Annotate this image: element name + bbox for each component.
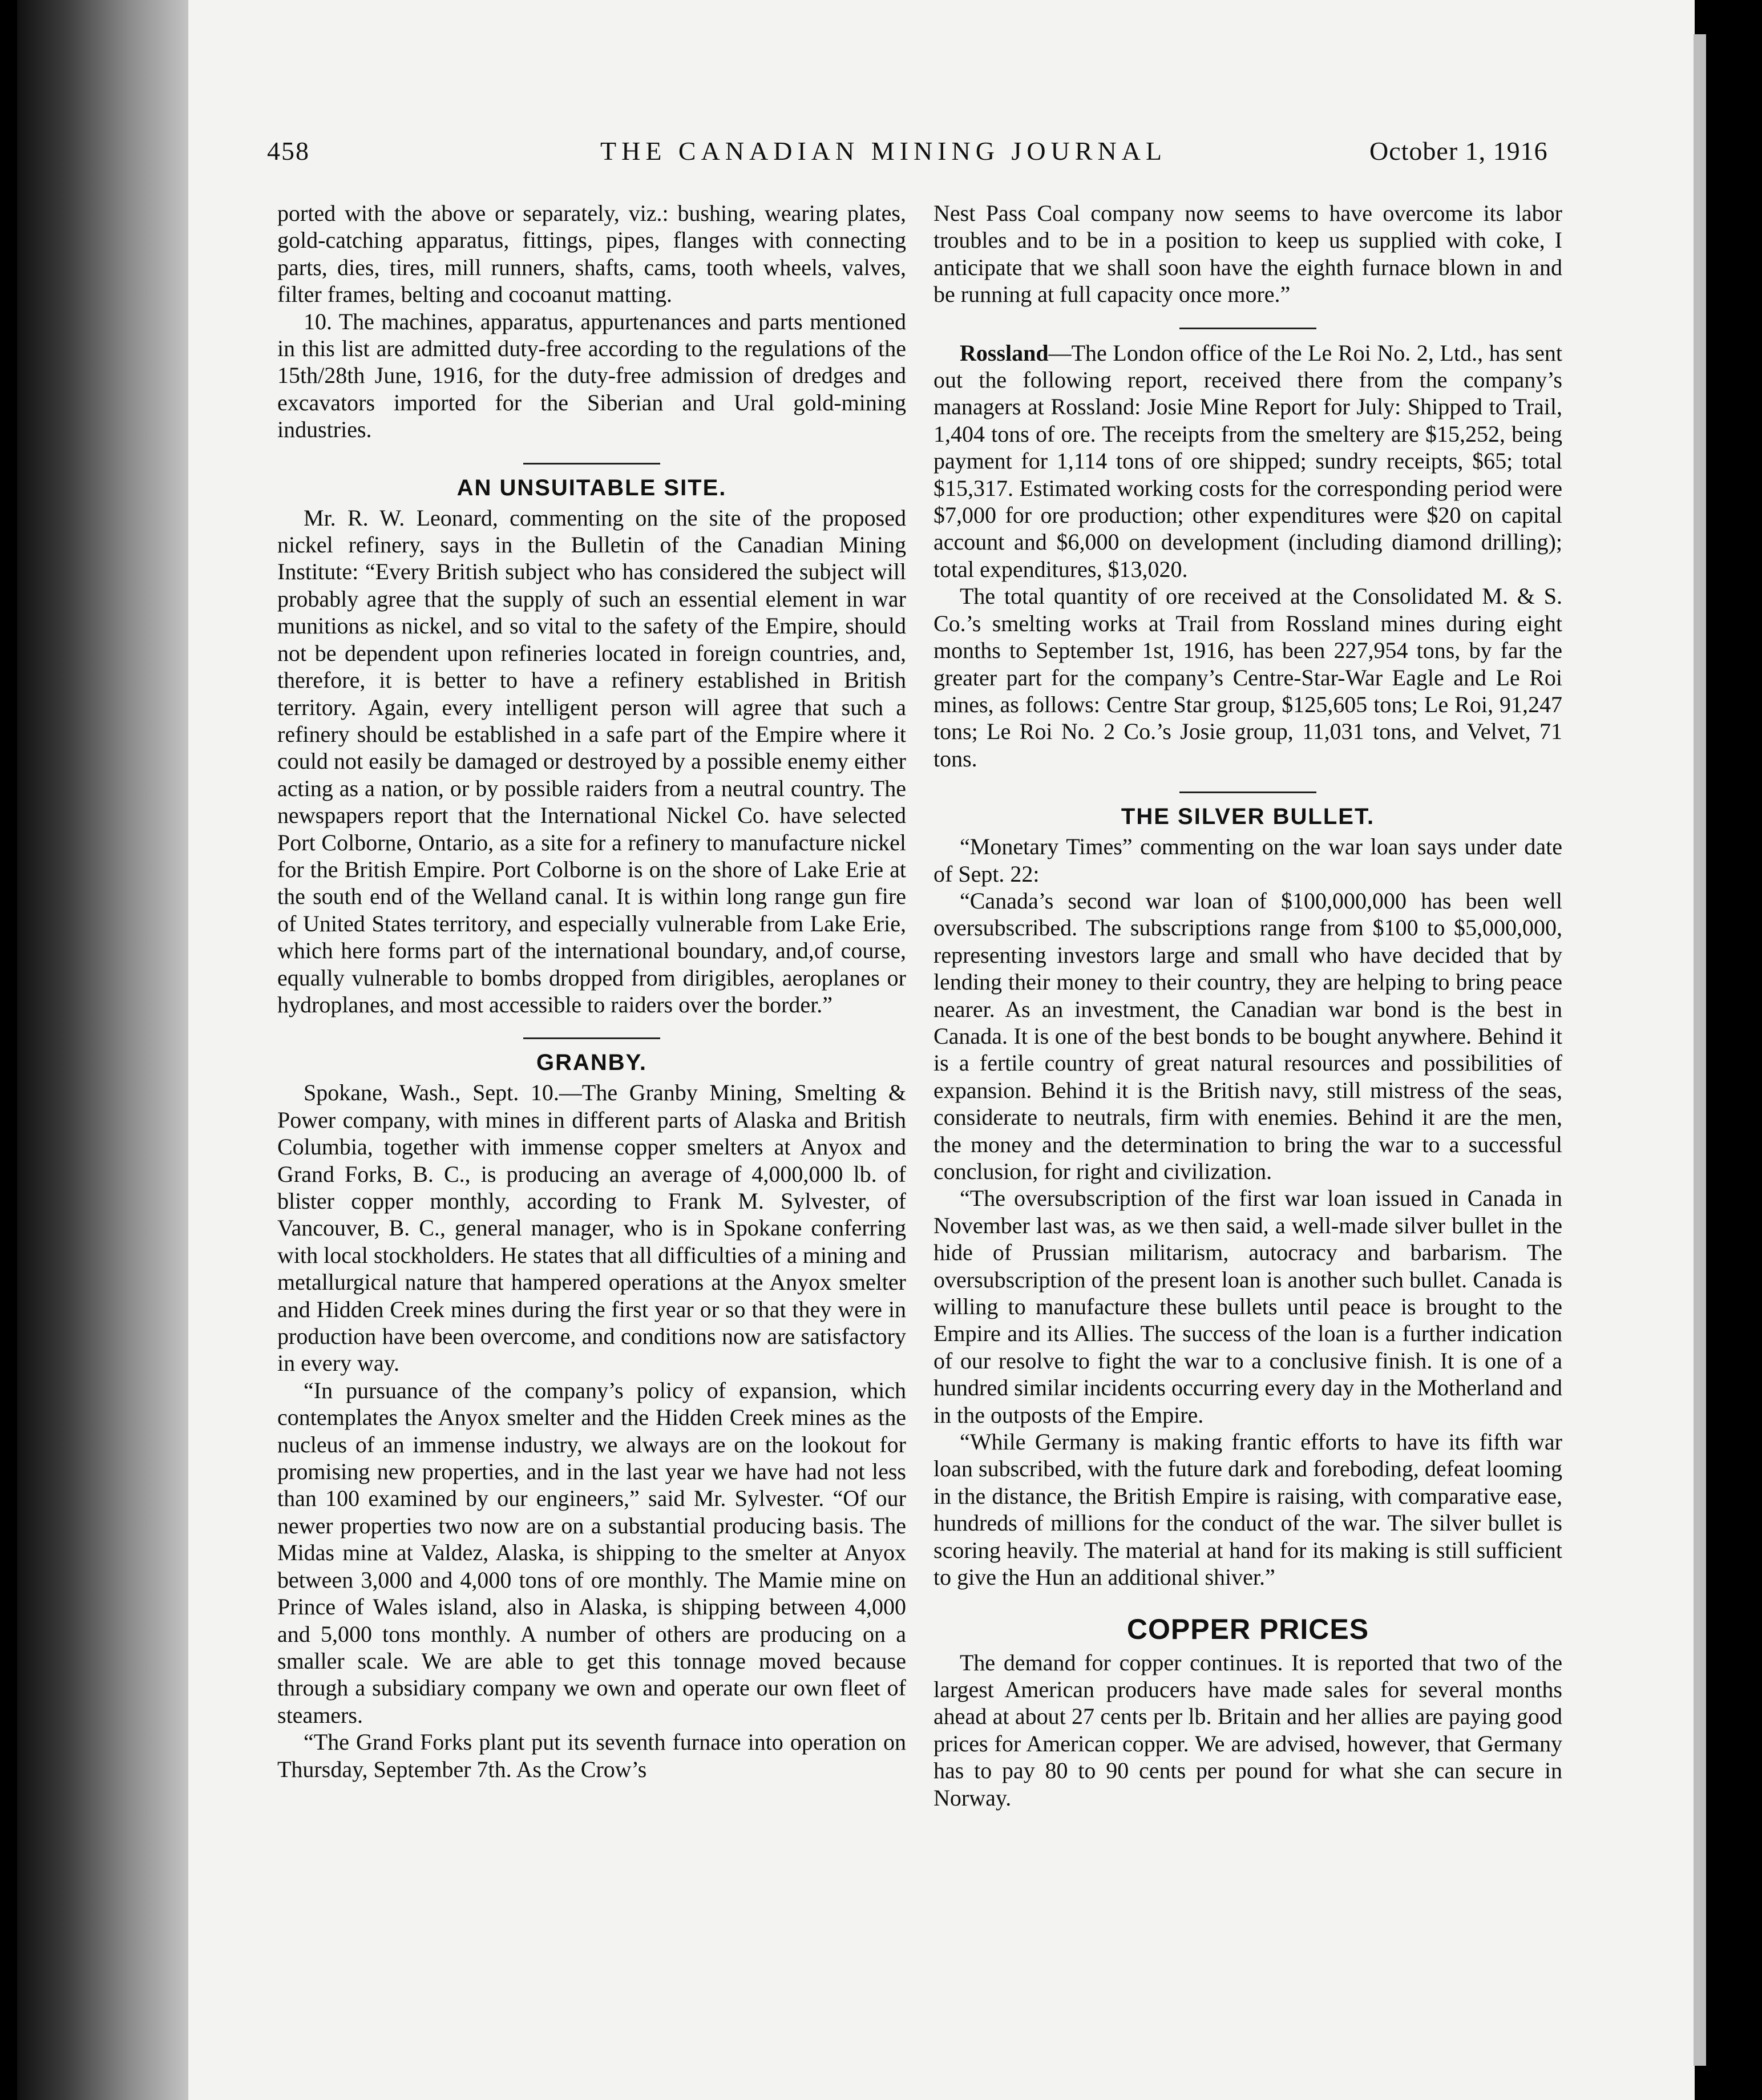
article-paragraph: The total quantity of ore received at the Consolidated M. & S. Co.’s smelting works at Trail from Rossland mines during eight months to September 1st, 1916, has been 227,954 tons, by far the greater part for the company’s Centre-Star-War Eagle and Le Roi mines, as follows: Centre Star group, $125,605 tons; Le Roi, 91,247 tons; Le Roi No. 2 Co.’s Josie group, 11,031 tons, and Velvet, 71 tons. [933,583,1562,772]
article-paragraph: “Monetary Times” commenting on the war loan says under date of Sept. 22: [933,834,1562,887]
section-heading-unsuitable-site: AN UNSUITABLE SITE. [456,475,727,500]
issue-date: October 1, 1916 [1369,136,1548,165]
article-paragraph-rossland [933,340,1562,583]
article-paragraph: 10. The machines, apparatus, appurtenances and parts mentioned in this list are admitted duty-free according to the regulations of the 15th/28th June, 1916, for the duty-free admission of dredges and excavators imported for the Siberian and Ural gold-mining industries. [277,308,906,443]
rossland-text: —The London office of the Le Roi No. 2, Ltd., has sent out the following report, received there from the company’s managers at Rossland: Josie Mine Report for July: Shipped to Trail, 1,404 tons of ore. The receipts from the smeltery are $15,252, being payment for 1,114 tons of ore shipped; sundry receipts, $65; total $15,317. Estimated working costs for the corresponding period were $7,000 for ore production; other expenditures were $20 on capital account and $6,000 on development (including diamond drilling); total expenditures, $13,020. [933,340,1562,582]
left-column [277,200,906,1783]
section-heading-granby: GRANBY. [536,1050,648,1076]
article-paragraph: “While Germany is making frantic efforts to have its fifth war loan subscribed, with the future dark and foreboding, defeat looming in the distance, the British Empire is raising, with comparative ease, hundreds of millions for the conduct of the war. The silver bullet is scoring heavily. The material at hand for its making is still sufficient to give the Hun an additional shiver.” [933,1429,1562,1590]
rossland-lead: Rossland [960,340,1049,366]
article-paragraph: Nest Pass Coal company now seems to have overcome its labor troubles and to be in a position to keep us supplied with coke, I anticipate that we shall soon have the eighth furnace blown in and be running at full capacity once more.” [933,200,1562,308]
next-page-edge [1694,34,1706,2066]
article-paragraph: Mr. R. W. Leonard, commenting on the site of the proposed nickel refinery, says in the Bulletin of the Canadian Mining Institute: “Every British subject who has considered the subject will probably agree that the supply of such an essential element in war munitions as nickel, and so vital to the safety of the Empire, should not be dependent upon refineries located in foreign countries, and, therefore, it is better to have a refinery established in British territory. Again, every intelligent person will agree that such a refinery should be established in a safe part of the Empire where it could not easily be damaged or destroyed by a possible enemy either acting as a nation, or by possible raiders from a neutral country. The newspapers report that the International Nickel Co. have selected Port Colborne, Ontario, as a site for a refinery to manufacture nickel for the British Empire. Port Colborne is on the shore of Lake Erie at the south end of the Welland canal. It is within long range gun fire of United States territory, and especially vulnerable from Lake Erie, which here forms part of the international boundary, and,of course, equally vulnerable to bombs dropped from dirigibles, aeroplanes or hydroplanes, and most accessible to raiders over the border.” [277,504,906,1017]
article-paragraph: The demand for copper continues. It is reported that two of the largest American producers have made sales for several months ahead at about 27 cents per lb. Britain and her allies are paying good prices for American copper. We are advised, however, that Germany has to pay 80 to 90 cents per pound for what she can secure in Norway. [933,1649,1562,1811]
section-divider [523,463,660,465]
section-divider [523,1037,660,1039]
journal-title: THE CANADIAN MINING JOURNAL [600,136,1167,165]
article-paragraph: “The oversubscription of the first war loan issued in Canada in November last was, as we then said, a well-made silver bullet in the hide of Prussian militarism, autocracy and barbarism. The oversubscription of the present loan is another such bullet. Canada is willing to manufacture these bullets until peace is brought to the Empire and its Allies. The success of the loan is a further indication of our resolve to fight the war to a conclusive finish. It is one of a hundred similar incidents occurring every day in the Motherland and in the outposts of the Empire. [933,1185,1562,1428]
article-paragraph: ported with the above or separately, viz.: bushing, wearing plates, gold-catching apparatus, fittings, pipes, flanges with connecting parts, dies, tires, mill runners, shafts, cams, tooth wheels, valves, filter frames, belting and cocoanut matting. [277,200,906,308]
article-paragraph: Spokane, Wash., Sept. 10.—The Granby Mining, Smelting & Power company, with mines in different parts of Alaska and British Columbia, together with immense copper smelters at Anyox and Grand Forks, B. C., is producing an average of 4,000,000 lb. of blister copper monthly, according to Frank M. Sylvester, of Vancouver, B. C., general manager, who is in Spokane conferring with local stockholders. He states that all difficulties of a mining and metallurgical nature that hampered operations at the Anyox smelter and Hidden Creek mines during the first year or so that they were in production have been overcome, and conditions now are satisfactory in every way. [277,1080,906,1376]
section-heading-copper-prices: COPPER PRICES [1126,1613,1369,1645]
article-paragraph: “The Grand Forks plant put its seventh furnace into operation on Thursday, September 7th. As the Crow’s [277,1729,906,1782]
article-paragraph: “In pursuance of the company’s policy of expansion, which contemplates the Anyox smelter and the Hidden Creek mines as the nucleus of an immense industry, we always are on the lookout for promising new properties, and in the last year we have had not less than 100 examined by our engineers,” said Mr. Sylvester. “Of our newer properties two now are on a substantial producing basis. The Midas mine at Valdez, Alaska, is shipping to the smelter at Anyox between 3,000 and 4,000 tons of ore monthly. The Mamie mine on Prince of Wales island, also in Alaska, is shipping between 4,000 and 5,000 tons monthly. A number of others are producing on a smaller scale. We are able to get this tonnage moved because through a subsidiary company we own and operate our own fleet of steamers. [277,1377,906,1728]
section-divider [1179,791,1316,793]
right-column [933,200,1562,1811]
book-gutter-shadow [17,0,205,2100]
section-divider [1179,328,1316,329]
section-heading-silver-bullet: THE SILVER BULLET. [1121,804,1375,830]
page-number: 458 [267,136,310,165]
article-paragraph: “Canada’s second war loan of $100,000,000 has been well oversubscribed. The subscriptions range from $100 to $5,000,000, representing investors large and small who have decided that by lending their money to their country, they are helping to bring peace nearer. As an investment, the Canadian war bond is the best in Canada. It is one of the best bonds to be bought anywhere. Behind it is a fertile country of great natural resources and possibilities of expansion. Behind it is the British navy, still mistress of the seas, considerate to neutrals, firm with enemies. Behind it are the men, the money and the determination to bring the war to a successful conclusion, for right and civilization. [933,887,1562,1184]
